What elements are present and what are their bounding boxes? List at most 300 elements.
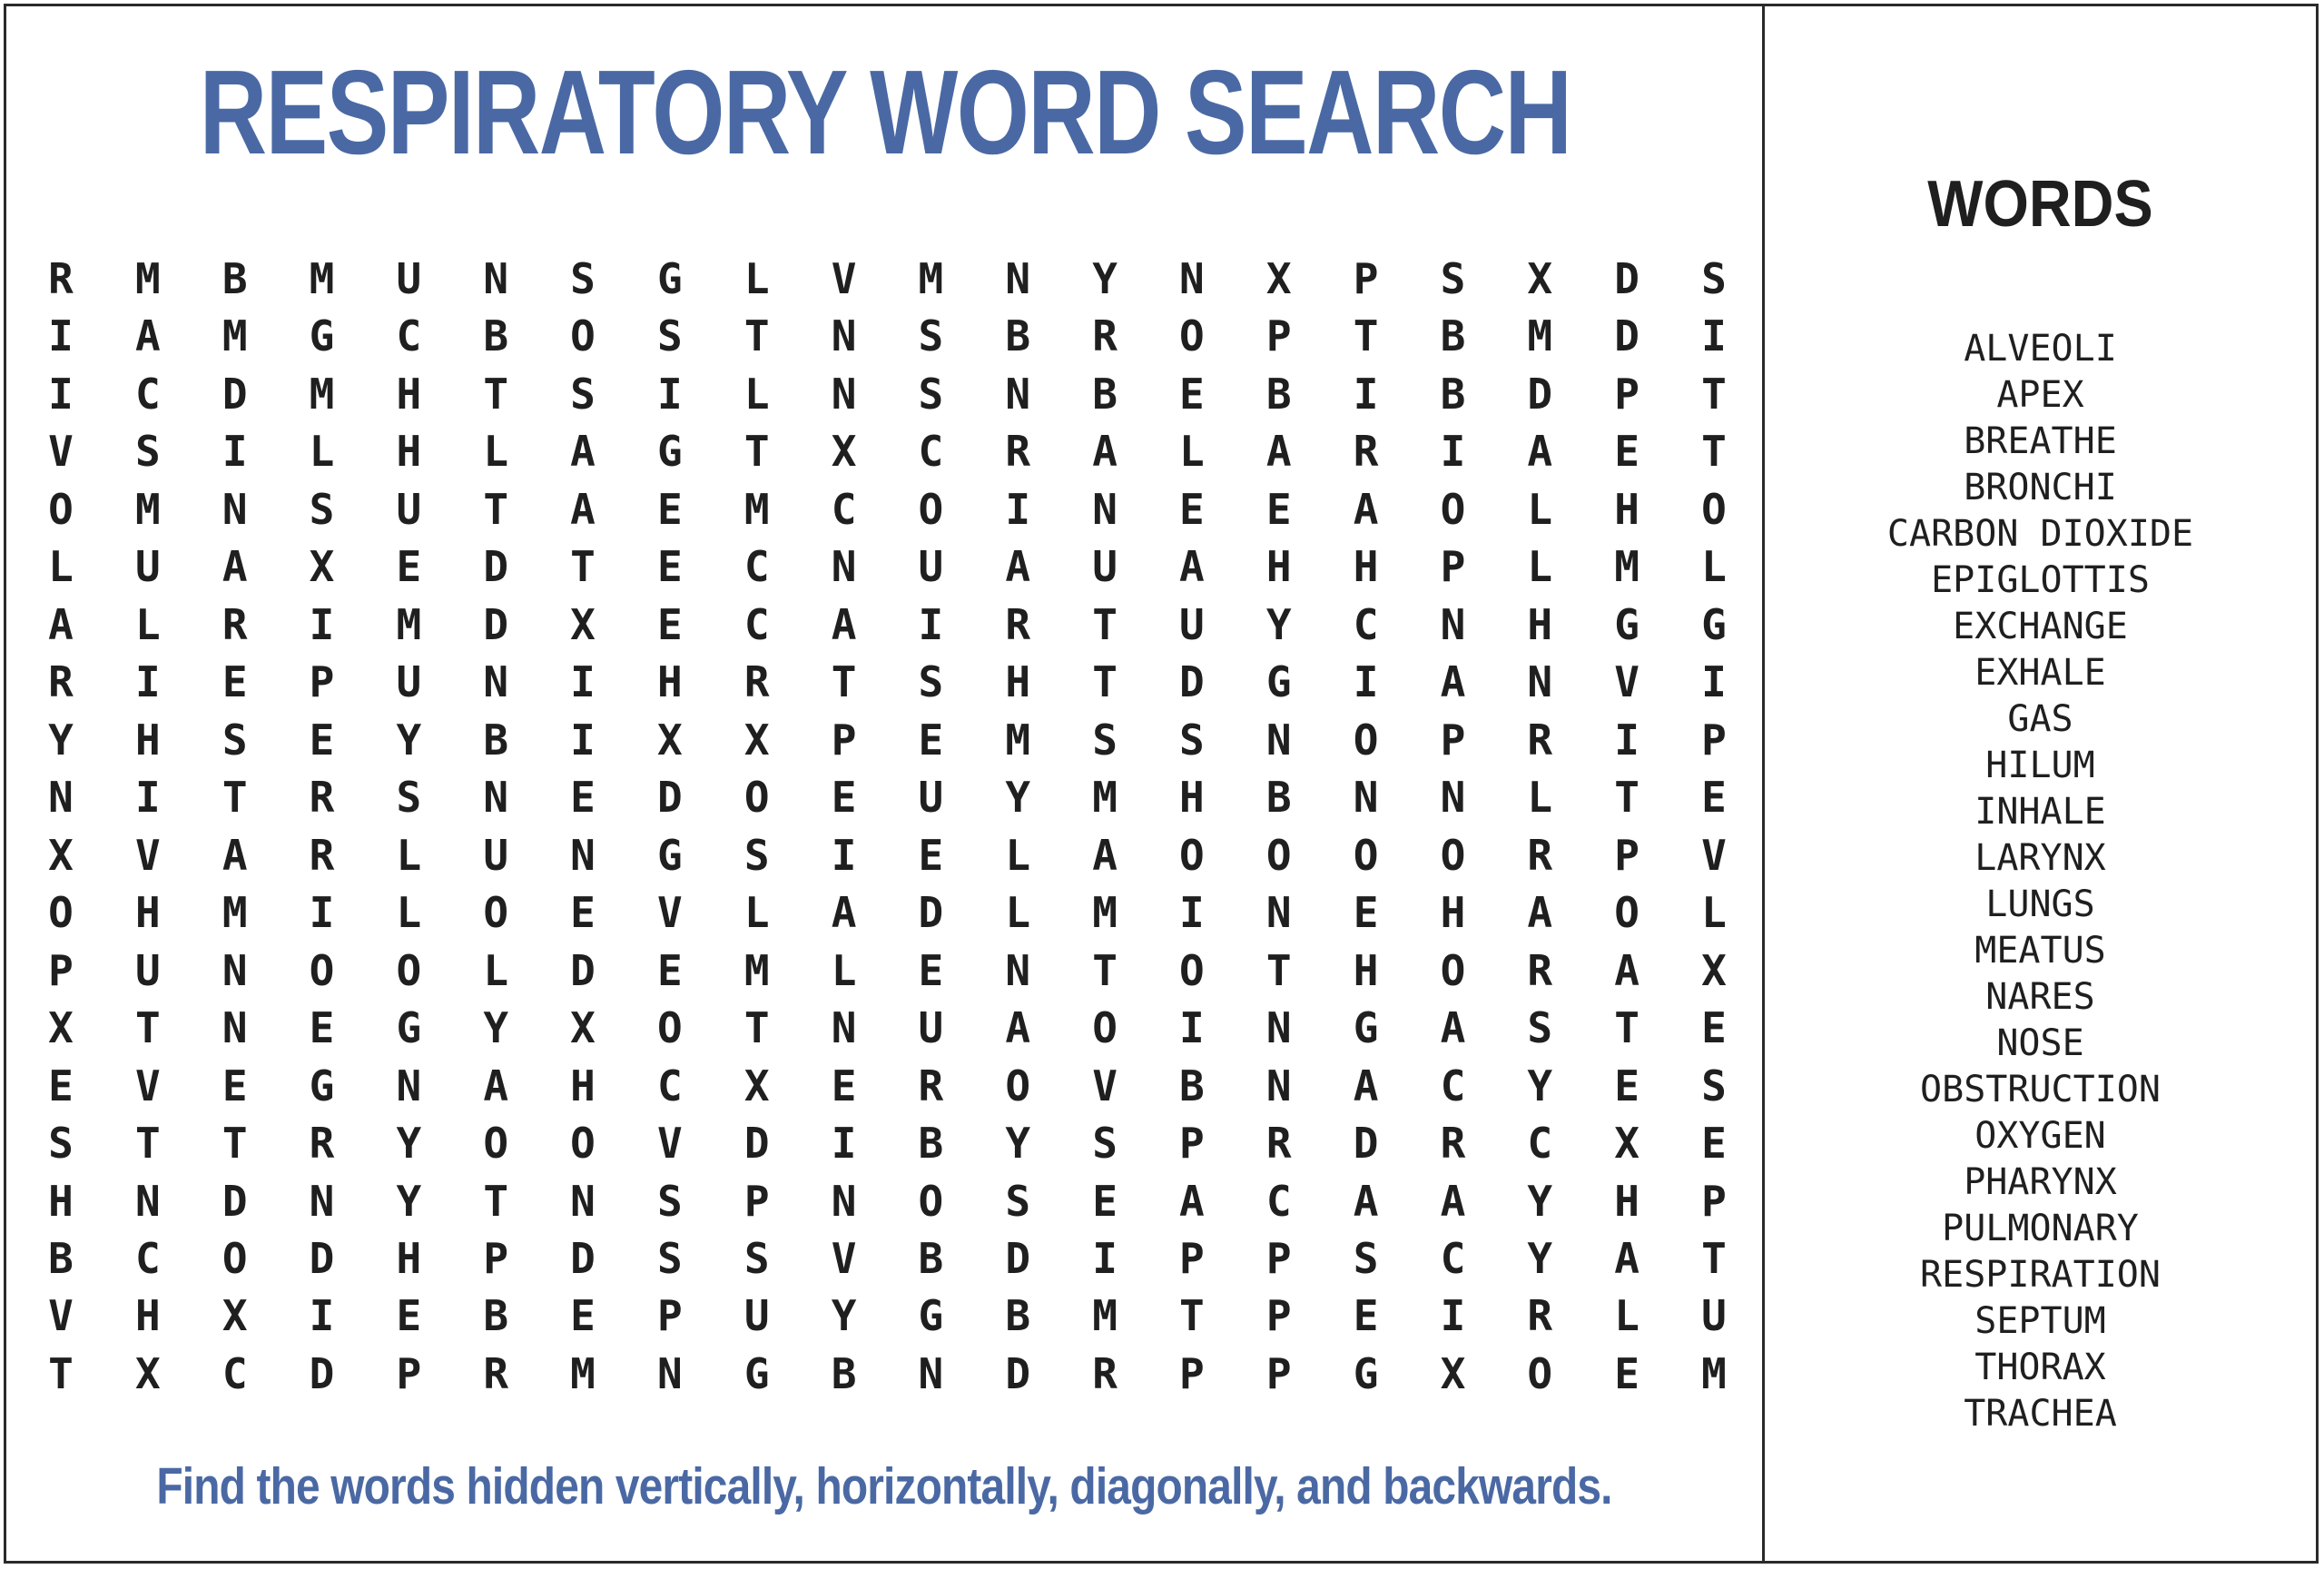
grid-letter[interactable]: L [1527, 484, 1553, 534]
grid-letter[interactable]: P [1179, 1233, 1205, 1283]
grid-letter[interactable]: X [1527, 254, 1553, 303]
grid-letter[interactable]: N [1005, 369, 1031, 419]
grid-letter[interactable]: Y [1527, 1061, 1553, 1110]
grid-letter[interactable]: T [1701, 1233, 1727, 1283]
grid-letter[interactable]: I [309, 888, 335, 938]
grid-letter[interactable]: C [1440, 1061, 1466, 1110]
grid-letter[interactable]: E [396, 542, 422, 592]
grid-letter[interactable]: L [134, 599, 161, 649]
grid-letter[interactable]: N [483, 773, 509, 823]
grid-letter[interactable]: S [570, 254, 596, 303]
grid-letter[interactable]: S [48, 1119, 74, 1169]
grid-letter[interactable]: O [1701, 484, 1727, 534]
grid-letter[interactable]: A [483, 1061, 509, 1110]
grid-letter[interactable]: D [657, 773, 683, 823]
grid-letter[interactable]: I [1005, 484, 1031, 534]
grid-letter[interactable]: N [222, 1003, 248, 1053]
grid-letter[interactable]: E [1179, 484, 1205, 534]
grid-letter[interactable]: O [1179, 311, 1205, 361]
grid-letter[interactable]: I [309, 599, 335, 649]
grid-letter[interactable]: L [1701, 888, 1727, 938]
grid-letter[interactable]: C [134, 369, 161, 419]
grid-letter[interactable]: G [657, 427, 683, 477]
grid-letter[interactable]: T [1092, 599, 1118, 649]
grid-letter[interactable]: A [1440, 1003, 1466, 1053]
grid-letter[interactable]: N [222, 484, 248, 534]
grid-letter[interactable]: U [918, 1003, 944, 1053]
grid-letter[interactable]: L [483, 945, 509, 995]
grid-letter[interactable]: P [1614, 369, 1640, 419]
grid-letter[interactable]: I [831, 830, 857, 880]
grid-letter[interactable]: M [743, 945, 770, 995]
grid-letter[interactable]: N [48, 773, 74, 823]
grid-letter[interactable]: I [222, 427, 248, 477]
grid-letter[interactable]: U [483, 830, 509, 880]
grid-letter[interactable]: B [483, 311, 509, 361]
grid-letter[interactable]: H [1353, 542, 1379, 592]
grid-letter[interactable]: T [743, 311, 770, 361]
grid-letter[interactable]: T [1179, 1291, 1205, 1341]
grid-letter[interactable]: P [1179, 1348, 1205, 1398]
grid-letter[interactable]: E [309, 715, 335, 765]
grid-letter[interactable]: D [309, 1348, 335, 1398]
grid-letter[interactable]: O [1353, 830, 1379, 880]
grid-letter[interactable]: O [222, 1233, 248, 1283]
grid-letter[interactable]: P [831, 715, 857, 765]
grid-letter[interactable]: R [918, 1061, 944, 1110]
grid-letter[interactable]: O [309, 945, 335, 995]
grid-letter[interactable]: G [1353, 1348, 1379, 1398]
grid-letter[interactable]: B [1265, 773, 1292, 823]
grid-letter[interactable]: S [1527, 1003, 1553, 1053]
grid-letter[interactable]: L [831, 945, 857, 995]
grid-letter[interactable]: O [743, 773, 770, 823]
grid-letter[interactable]: E [657, 945, 683, 995]
grid-letter[interactable]: I [48, 311, 74, 361]
grid-letter[interactable]: U [918, 542, 944, 592]
grid-letter[interactable]: B [918, 1233, 944, 1283]
grid-letter[interactable]: N [396, 1061, 422, 1110]
grid-letter[interactable]: P [1265, 1348, 1292, 1398]
grid-letter[interactable]: H [1614, 484, 1640, 534]
grid-letter[interactable]: A [1179, 542, 1205, 592]
grid-letter[interactable]: L [1701, 542, 1727, 592]
grid-letter[interactable]: H [1527, 599, 1553, 649]
grid-letter[interactable]: G [396, 1003, 422, 1053]
grid-letter[interactable]: L [48, 542, 74, 592]
grid-letter[interactable]: T [743, 1003, 770, 1053]
grid-letter[interactable]: D [1005, 1233, 1031, 1283]
grid-letter[interactable]: B [1005, 1291, 1031, 1341]
grid-letter[interactable]: G [309, 1061, 335, 1110]
grid-letter[interactable]: X [831, 427, 857, 477]
grid-letter[interactable]: I [1353, 657, 1379, 707]
grid-letter[interactable]: E [1614, 1061, 1640, 1110]
grid-letter[interactable]: G [1265, 657, 1292, 707]
grid-letter[interactable]: G [657, 830, 683, 880]
grid-letter[interactable]: O [570, 311, 596, 361]
grid-letter[interactable]: M [918, 254, 944, 303]
grid-letter[interactable]: H [396, 1233, 422, 1283]
grid-letter[interactable]: C [831, 484, 857, 534]
grid-letter[interactable]: P [743, 1176, 770, 1226]
grid-letter[interactable]: G [1614, 599, 1640, 649]
grid-letter[interactable]: M [309, 369, 335, 419]
grid-letter[interactable]: O [483, 888, 509, 938]
grid-letter[interactable]: B [1265, 369, 1292, 419]
grid-letter[interactable]: S [657, 1176, 683, 1226]
grid-letter[interactable]: O [1614, 888, 1640, 938]
grid-letter[interactable]: D [570, 1233, 596, 1283]
grid-letter[interactable]: M [1092, 773, 1118, 823]
grid-letter[interactable]: A [1353, 1176, 1379, 1226]
grid-letter[interactable]: T [483, 484, 509, 534]
grid-letter[interactable]: U [134, 542, 161, 592]
grid-letter[interactable]: N [570, 1176, 596, 1226]
grid-letter[interactable]: Y [831, 1291, 857, 1341]
grid-letter[interactable]: Y [1005, 773, 1031, 823]
grid-letter[interactable]: S [1701, 254, 1727, 303]
grid-letter[interactable]: O [1005, 1061, 1031, 1110]
grid-letter[interactable]: I [657, 369, 683, 419]
grid-letter[interactable]: R [743, 657, 770, 707]
grid-letter[interactable]: B [222, 254, 248, 303]
grid-letter[interactable]: U [1179, 599, 1205, 649]
grid-letter[interactable]: O [1527, 1348, 1553, 1398]
grid-letter[interactable]: E [48, 1061, 74, 1110]
grid-letter[interactable]: Y [1527, 1233, 1553, 1283]
grid-letter[interactable]: Y [1527, 1176, 1553, 1226]
grid-letter[interactable]: L [483, 427, 509, 477]
grid-letter[interactable]: T [483, 369, 509, 419]
grid-letter[interactable]: M [743, 484, 770, 534]
grid-letter[interactable]: D [743, 1119, 770, 1169]
grid-letter[interactable]: M [1701, 1348, 1727, 1398]
grid-letter[interactable]: M [1614, 542, 1640, 592]
grid-letter[interactable]: C [1353, 599, 1379, 649]
grid-letter[interactable]: S [657, 1233, 683, 1283]
grid-letter[interactable]: T [570, 542, 596, 592]
grid-letter[interactable]: N [1353, 773, 1379, 823]
grid-letter[interactable]: T [1265, 945, 1292, 995]
grid-letter[interactable]: M [309, 254, 335, 303]
grid-letter[interactable]: A [570, 427, 596, 477]
grid-letter[interactable]: X [743, 715, 770, 765]
grid-letter[interactable]: O [48, 484, 74, 534]
grid-letter[interactable]: A [134, 311, 161, 361]
grid-letter[interactable]: I [1353, 369, 1379, 419]
grid-letter[interactable]: V [831, 254, 857, 303]
grid-letter[interactable]: N [831, 1176, 857, 1226]
grid-letter[interactable]: D [1353, 1119, 1379, 1169]
grid-letter[interactable]: D [1527, 369, 1553, 419]
grid-letter[interactable]: C [1265, 1176, 1292, 1226]
grid-letter[interactable]: M [1092, 1291, 1118, 1341]
grid-letter[interactable]: R [483, 1348, 509, 1398]
grid-letter[interactable]: I [48, 369, 74, 419]
grid-letter[interactable]: N [1265, 1061, 1292, 1110]
grid-letter[interactable]: P [1265, 311, 1292, 361]
grid-letter[interactable]: U [396, 484, 422, 534]
grid-letter[interactable]: H [134, 888, 161, 938]
grid-letter[interactable]: N [309, 1176, 335, 1226]
grid-letter[interactable]: H [134, 1291, 161, 1341]
grid-letter[interactable]: H [570, 1061, 596, 1110]
grid-letter[interactable]: L [743, 254, 770, 303]
grid-letter[interactable]: S [1092, 715, 1118, 765]
grid-letter[interactable]: N [1527, 657, 1553, 707]
grid-letter[interactable]: T [134, 1119, 161, 1169]
grid-letter[interactable]: N [134, 1176, 161, 1226]
grid-letter[interactable]: G [743, 1348, 770, 1398]
grid-letter[interactable]: R [1005, 427, 1031, 477]
grid-letter[interactable]: L [396, 888, 422, 938]
grid-letter[interactable]: S [222, 715, 248, 765]
grid-letter[interactable]: G [1353, 1003, 1379, 1053]
grid-letter[interactable]: S [918, 369, 944, 419]
grid-letter[interactable]: B [1440, 369, 1466, 419]
grid-letter[interactable]: N [1265, 1003, 1292, 1053]
grid-letter[interactable]: S [743, 830, 770, 880]
grid-letter[interactable]: Y [1092, 254, 1118, 303]
grid-letter[interactable]: P [1701, 1176, 1727, 1226]
grid-letter[interactable]: R [48, 254, 74, 303]
grid-letter[interactable]: T [222, 773, 248, 823]
grid-letter[interactable]: B [1440, 311, 1466, 361]
grid-letter[interactable]: X [570, 1003, 596, 1053]
grid-letter[interactable]: O [570, 1119, 596, 1169]
grid-letter[interactable]: O [1179, 830, 1205, 880]
grid-letter[interactable]: P [1353, 254, 1379, 303]
grid-letter[interactable]: M [1092, 888, 1118, 938]
grid-letter[interactable]: L [1005, 888, 1031, 938]
grid-letter[interactable]: N [918, 1348, 944, 1398]
grid-letter[interactable]: X [309, 542, 335, 592]
grid-letter[interactable]: N [1265, 888, 1292, 938]
grid-letter[interactable]: A [1440, 657, 1466, 707]
grid-letter[interactable]: C [743, 542, 770, 592]
grid-letter[interactable]: E [222, 657, 248, 707]
grid-letter[interactable]: I [309, 1291, 335, 1341]
grid-letter[interactable]: S [1179, 715, 1205, 765]
grid-letter[interactable]: L [1527, 773, 1553, 823]
grid-letter[interactable]: E [222, 1061, 248, 1110]
grid-letter[interactable]: M [396, 599, 422, 649]
grid-letter[interactable]: Y [483, 1003, 509, 1053]
grid-letter[interactable]: T [1092, 657, 1118, 707]
grid-letter[interactable]: Y [1005, 1119, 1031, 1169]
grid-letter[interactable]: I [1614, 715, 1640, 765]
grid-letter[interactable]: S [918, 657, 944, 707]
grid-letter[interactable]: O [1440, 484, 1466, 534]
grid-letter[interactable]: H [396, 369, 422, 419]
grid-letter[interactable]: L [1005, 830, 1031, 880]
grid-letter[interactable]: S [1701, 1061, 1727, 1110]
grid-letter[interactable]: U [396, 254, 422, 303]
grid-letter[interactable]: N [831, 542, 857, 592]
grid-letter[interactable]: A [1005, 542, 1031, 592]
grid-letter[interactable]: D [222, 1176, 248, 1226]
grid-letter[interactable]: R [1005, 599, 1031, 649]
grid-letter[interactable]: T [831, 657, 857, 707]
grid-letter[interactable]: N [831, 311, 857, 361]
grid-letter[interactable]: N [483, 254, 509, 303]
grid-letter[interactable]: S [657, 311, 683, 361]
grid-letter[interactable]: L [1614, 1291, 1640, 1341]
grid-letter[interactable]: L [396, 830, 422, 880]
grid-letter[interactable]: E [1701, 1003, 1727, 1053]
grid-letter[interactable]: Y [396, 1176, 422, 1226]
grid-letter[interactable]: P [483, 1233, 509, 1283]
grid-letter[interactable]: B [48, 1233, 74, 1283]
grid-letter[interactable]: A [222, 830, 248, 880]
grid-letter[interactable]: V [1701, 830, 1727, 880]
grid-letter[interactable]: C [396, 311, 422, 361]
grid-letter[interactable]: N [1005, 254, 1031, 303]
grid-letter[interactable]: A [1353, 1061, 1379, 1110]
grid-letter[interactable]: I [134, 773, 161, 823]
grid-letter[interactable]: T [134, 1003, 161, 1053]
grid-letter[interactable]: M [570, 1348, 596, 1398]
grid-letter[interactable]: R [309, 1119, 335, 1169]
grid-letter[interactable]: X [743, 1061, 770, 1110]
grid-letter[interactable]: C [134, 1233, 161, 1283]
grid-letter[interactable]: M [222, 311, 248, 361]
grid-letter[interactable]: P [1265, 1233, 1292, 1283]
grid-letter[interactable]: E [657, 542, 683, 592]
grid-letter[interactable]: U [918, 773, 944, 823]
grid-letter[interactable]: E [1614, 427, 1640, 477]
grid-letter[interactable]: D [1005, 1348, 1031, 1398]
grid-letter[interactable]: P [1265, 1291, 1292, 1341]
grid-letter[interactable]: R [1527, 1291, 1553, 1341]
grid-letter[interactable]: I [1440, 427, 1466, 477]
grid-letter[interactable]: B [483, 1291, 509, 1341]
grid-letter[interactable]: A [48, 599, 74, 649]
grid-letter[interactable]: R [309, 830, 335, 880]
grid-letter[interactable]: R [1440, 1119, 1466, 1169]
grid-letter[interactable]: S [1005, 1176, 1031, 1226]
grid-letter[interactable]: X [570, 599, 596, 649]
grid-letter[interactable]: T [1701, 369, 1727, 419]
grid-letter[interactable]: A [1092, 427, 1118, 477]
grid-letter[interactable]: Y [1265, 599, 1292, 649]
grid-letter[interactable]: E [396, 1291, 422, 1341]
grid-letter[interactable]: O [918, 484, 944, 534]
grid-letter[interactable]: A [831, 599, 857, 649]
grid-letter[interactable]: H [657, 657, 683, 707]
grid-letter[interactable]: N [831, 1003, 857, 1053]
grid-letter[interactable]: Y [396, 715, 422, 765]
grid-letter[interactable]: E [1701, 773, 1727, 823]
grid-letter[interactable]: S [309, 484, 335, 534]
grid-letter[interactable]: S [918, 311, 944, 361]
grid-letter[interactable]: R [1353, 427, 1379, 477]
grid-letter[interactable]: L [309, 427, 335, 477]
grid-letter[interactable]: B [1092, 369, 1118, 419]
grid-letter[interactable]: G [1701, 599, 1727, 649]
grid-letter[interactable]: C [1527, 1119, 1553, 1169]
grid-letter[interactable]: S [396, 773, 422, 823]
grid-letter[interactable]: C [657, 1061, 683, 1110]
grid-letter[interactable]: D [483, 599, 509, 649]
grid-letter[interactable]: X [48, 830, 74, 880]
grid-letter[interactable]: G [309, 311, 335, 361]
grid-letter[interactable]: M [134, 254, 161, 303]
grid-letter[interactable]: N [1265, 715, 1292, 765]
grid-letter[interactable]: E [570, 773, 596, 823]
grid-letter[interactable]: I [1440, 1291, 1466, 1341]
grid-letter[interactable]: B [1179, 1061, 1205, 1110]
grid-letter[interactable]: A [1527, 888, 1553, 938]
grid-letter[interactable]: E [309, 1003, 335, 1053]
grid-letter[interactable]: O [1179, 945, 1205, 995]
grid-letter[interactable]: N [831, 369, 857, 419]
grid-letter[interactable]: P [396, 1348, 422, 1398]
grid-letter[interactable]: S [743, 1233, 770, 1283]
grid-letter[interactable]: M [1527, 311, 1553, 361]
grid-letter[interactable]: E [918, 715, 944, 765]
grid-letter[interactable]: O [1353, 715, 1379, 765]
grid-letter[interactable]: B [483, 715, 509, 765]
grid-letter[interactable]: O [48, 888, 74, 938]
grid-letter[interactable]: D [918, 888, 944, 938]
grid-letter[interactable]: X [1614, 1119, 1640, 1169]
grid-letter[interactable]: T [222, 1119, 248, 1169]
grid-letter[interactable]: A [1092, 830, 1118, 880]
grid-letter[interactable]: L [743, 888, 770, 938]
grid-letter[interactable]: T [483, 1176, 509, 1226]
grid-letter[interactable]: E [831, 773, 857, 823]
grid-letter[interactable]: T [1614, 1003, 1640, 1053]
grid-letter[interactable]: A [831, 888, 857, 938]
grid-letter[interactable]: S [1353, 1233, 1379, 1283]
grid-letter[interactable]: E [1701, 1119, 1727, 1169]
grid-letter[interactable]: R [1527, 945, 1553, 995]
grid-letter[interactable]: I [1701, 311, 1727, 361]
grid-letter[interactable]: M [134, 484, 161, 534]
grid-letter[interactable]: P [1440, 715, 1466, 765]
grid-letter[interactable]: H [48, 1176, 74, 1226]
grid-letter[interactable]: N [1179, 254, 1205, 303]
grid-letter[interactable]: X [1265, 254, 1292, 303]
grid-letter[interactable]: A [222, 542, 248, 592]
grid-letter[interactable]: T [1614, 773, 1640, 823]
grid-letter[interactable]: N [1092, 484, 1118, 534]
grid-letter[interactable]: S [570, 369, 596, 419]
grid-letter[interactable]: P [309, 657, 335, 707]
grid-letter[interactable]: A [570, 484, 596, 534]
grid-letter[interactable]: R [222, 599, 248, 649]
grid-letter[interactable]: R [1527, 715, 1553, 765]
grid-letter[interactable]: S [1440, 254, 1466, 303]
grid-letter[interactable]: X [48, 1003, 74, 1053]
grid-letter[interactable]: G [918, 1291, 944, 1341]
grid-letter[interactable]: O [1440, 830, 1466, 880]
grid-letter[interactable]: D [1614, 254, 1640, 303]
grid-letter[interactable]: H [1614, 1176, 1640, 1226]
grid-letter[interactable]: B [1005, 311, 1031, 361]
grid-letter[interactable]: I [134, 657, 161, 707]
grid-letter[interactable]: E [570, 1291, 596, 1341]
grid-letter[interactable]: P [1440, 542, 1466, 592]
grid-letter[interactable]: T [1092, 945, 1118, 995]
grid-letter[interactable]: B [831, 1348, 857, 1398]
grid-letter[interactable]: V [48, 1291, 74, 1341]
grid-letter[interactable]: O [483, 1119, 509, 1169]
grid-letter[interactable]: P [1179, 1119, 1205, 1169]
grid-letter[interactable]: E [657, 599, 683, 649]
